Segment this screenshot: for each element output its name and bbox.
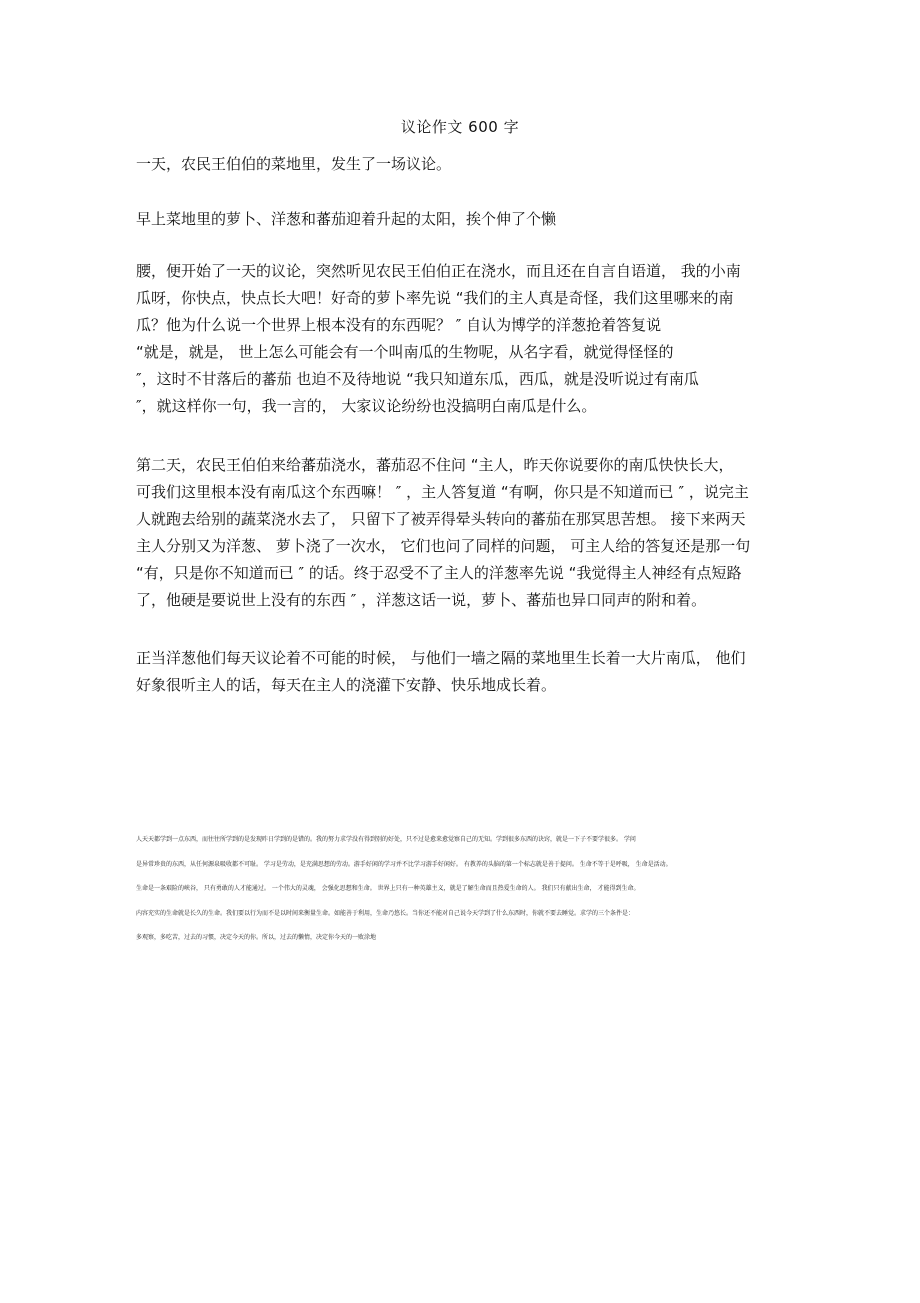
paragraph-line: 了，他硬是要说世上没有的东西 ″ ，洋葱这话一说，萝卜、蕃茄也异口同声的附和着。	[136, 591, 707, 609]
footer-note-line: 生命是一条艰险的峡谷， 只有勇敢的人才能通过。 一个伟大的灵魂， 会强化思想和生命。 世界上只有一种英雄主义，就是了解生命而且热爱生命的人。 我们只有献出生命， 才能得到生命。	[136, 885, 640, 892]
document-title: 议论作文 600 字	[400, 118, 520, 136]
paragraph-5	[136, 645, 796, 699]
paragraph-2	[136, 206, 796, 233]
paragraph-line: 瓜呀，你快点，快点长大吧！好奇的萝卜率先说 “我们的主人真是奇怪，我们这里哪来的南	[136, 289, 734, 307]
footer-note-line: 人天天都学到一点东西，而往往所学到的是发现昨日学到的是错的。我的努力求学没有得到别的好处，只不过是愈来愈觉察自己的无知。学到很多东西的诀窍，就是一下子不要学很多。 学问	[136, 836, 636, 843]
paragraph-line: 第二天，农民王伯伯来给蕃茄浇水，蕃茄忍不住问 “主人，昨天你说要你的南瓜快快长大，	[136, 456, 734, 474]
paragraph-line: 人就跑去给别的蔬菜浇水去了， 只留下了被弄得晕头转向的蕃茄在那冥思苦想。 接下来两天	[136, 510, 746, 528]
paragraph-line: 瓜？他为什么说一个世界上根本没有的东西呢？ ″ 自认为博学的洋葱抢着答复说	[136, 316, 662, 334]
paragraph-1	[136, 151, 796, 178]
paragraph-line: 主人分别又为洋葱、 萝卜浇了一次水， 它们也问了同样的问题， 可主人给的答复还是那一句	[136, 537, 751, 555]
footer-note-line: 是异常珍贵的东西，从任何源泉吸收都不可耻。 学习是劳动，是充满思想的劳动。游手好闲的学习并不比学习游手好闲好。 有教养的头脑的第一个标志就是善于提问。 生命不等于是呼吸， 生命是活动。	[136, 860, 672, 868]
paragraph-line: 好象很听主人的话，每天在主人的浇灌下安静、快乐地成长着。	[136, 676, 557, 694]
footer-note-line: 多观察，多吃苦，过去的习惯，决定今天的你。所以，过去的懒惰，决定你今天的一败涂地	[136, 934, 377, 941]
paragraph-line: ″，这时不甘落后的蕃茄 也迫不及待地说 “我只知道东瓜，西瓜，就是没听说过有南瓜	[136, 370, 699, 388]
paragraph-line: ″，就这样你一句，我一言的， 大家议论纷纷也没搞明白南瓜是什么。	[136, 397, 597, 415]
paragraph-line: “就是，就是， 世上怎么可能会有一个叫南瓜的生物呢，从名字看，就觉得怪怪的	[136, 343, 674, 361]
paragraph-line: 可我们这里根本没有南瓜这个东西嘛！ ″ ，主人答复道 “有啊，你只是不知道而已 ″ ，说完主	[136, 483, 749, 501]
paragraph-line: “有，只是你不知道而已 ″ 的话。终于忍受不了主人的洋葱率先说 “我觉得主人神经有点短路	[136, 564, 742, 582]
paragraph-3	[136, 258, 796, 420]
paragraph-line: 腰，便开始了一天的议论，突然听见农民王伯伯正在浇水，而且还在自言自语道， 我的小南	[136, 262, 741, 280]
paragraph-line: 正当洋葱他们每天议论着不可能的时候， 与他们一墙之隔的菜地里生长着一大片南瓜， 他们	[136, 649, 746, 667]
footer-note-line: 内容充实的生命就是长久的生命。我们要以行为而不是以时间来衡量生命。如能善于利用，生命乃悠长。当你还不能对自己说今天学到了什么东西时，你就不要去睡觉。求学的三个条件是：	[136, 909, 635, 917]
paragraph-line: 一天，农民王伯伯的菜地里，发生了一场议论。	[136, 155, 452, 173]
footer-notes	[136, 828, 796, 951]
paragraph-4	[136, 452, 796, 614]
paragraph-line: 早上菜地里的萝卜、洋葱和蕃茄迎着升起的太阳，挨个伸了个懒	[136, 210, 557, 228]
